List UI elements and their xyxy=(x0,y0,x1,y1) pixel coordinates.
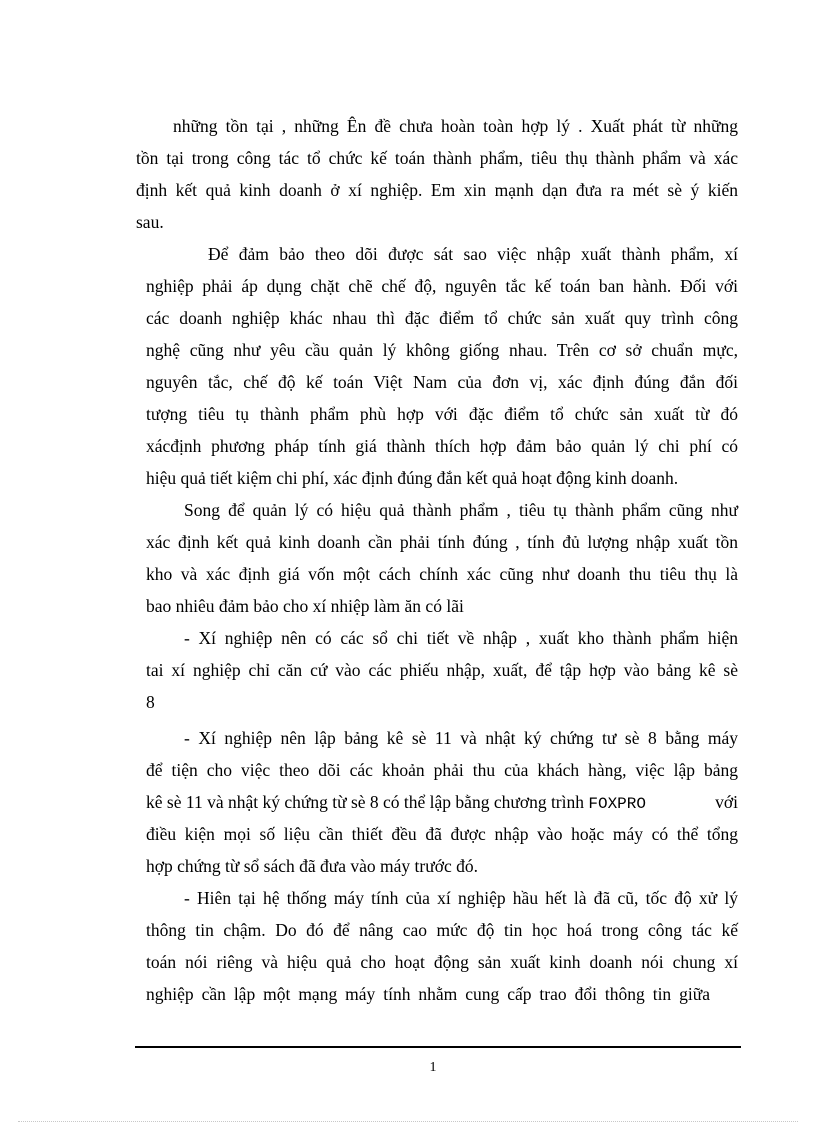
paragraph-line: xácđịnh phương pháp tính giá thành thích hợp đảm bảo quản lý chi phí có xyxy=(146,436,738,456)
paragraph-line: sau. xyxy=(136,212,164,232)
paragraph-line: Song để quản lý có hiệu quả thành phẩm , tiêu tụ thành phẩm cũng như xyxy=(184,500,738,520)
paragraph-line: xác định kết quả kinh doanh cần phải tính đúng , tính đủ lượng nhập xuất tồn xyxy=(146,532,738,552)
line-text: kê sè 11 và nhật ký chứng từ sè 8 có thể lập bằng chương trình xyxy=(146,792,584,812)
paragraph-line: điều kiện mọi số liệu cần thiết đều đã được nhập vào hoặc máy có thể tổng xyxy=(146,824,738,844)
program-name: FOXPRO xyxy=(588,795,646,813)
paragraph-line: 8 xyxy=(146,692,155,712)
paragraph-line: - Xí nghiệp nên có các sổ chi tiết về nhập , xuất kho thành phẩm hiện xyxy=(184,628,738,648)
paragraph-line: để tiện cho việc theo dõi các khoản phải thu của khách hàng, việc lập bảng xyxy=(146,760,738,780)
paragraph-line: định kết quả kinh doanh ở xí nghiệp. Em xin mạnh dạn đưa ra mét sè ý kiến xyxy=(136,180,738,200)
paragraph-line: tượng tiêu tụ thành phẩm phù hợp với đặc điểm tổ chức sản xuất từ đó xyxy=(146,404,738,424)
line-text: với xyxy=(715,792,738,812)
paragraph-line: những tồn tại , những Ên đề chưa hoàn toàn hợp lý . Xuất phát từ những xyxy=(173,116,738,136)
paragraph-line: tai xí nghiệp chỉ căn cứ vào các phiếu nhập, xuất, để tập hợp vào bảng kê sè xyxy=(146,660,738,680)
paragraph-line: bao nhiêu đảm bảo cho xí nhiệp làm ăn có lãi xyxy=(146,596,464,616)
paragraph-line: thông tin chậm. Do đó để nâng cao mức độ tin học hoá trong công tác kế xyxy=(146,920,738,940)
paragraph-line: - Xí nghiệp nên lập bảng kê sè 11 và nhật ký chứng tư sè 8 bằng máy xyxy=(184,728,738,748)
page-number: 1 xyxy=(429,1060,437,1075)
paragraph-line: toán nói riêng và hiệu quả cho hoạt động sản xuất kinh doanh nói chung xí xyxy=(146,952,738,972)
paragraph-line: nguyên tắc, chế độ kế toán Việt Nam của đơn vị, xác định đúng đắn đối xyxy=(146,372,738,392)
paragraph-line xyxy=(146,791,738,815)
paragraph-line: hợp chứng từ sổ sách đã đưa vào máy trước đó. xyxy=(146,856,478,876)
paragraph-line: tồn tại trong công tác tổ chức kế toán thành phẩm, tiêu thụ thành phẩm và xác xyxy=(136,148,738,168)
paragraph-line: hiệu quả tiết kiệm chi phí, xác định đúng đắn kết quả hoạt động kinh doanh. xyxy=(146,468,679,488)
paragraph-line: kho và xác định giá vốn một cách chính xác cũng như doanh thu tiêu thụ là xyxy=(146,564,738,584)
paragraph-line: - Hiên tại hệ thống máy tính của xí nghiệp hầu hết là đã cũ, tốc độ xử lý xyxy=(184,888,738,908)
paragraph-line: nghiệp phải áp dụng chặt chẽ chế độ, nguyên tắc kế toán ban hành. Đối với xyxy=(146,276,738,296)
footer-divider xyxy=(135,1046,741,1048)
page-bottom-border xyxy=(18,1121,798,1122)
paragraph-line: nghệ cũng như yêu cầu quản lý không giống nhau. Trên cơ sở chuẩn mực, xyxy=(146,340,738,360)
paragraph-line: các doanh nghiệp khác nhau thì đặc điểm tổ chức sản xuất quy trình công xyxy=(146,308,738,328)
paragraph-line: Để đảm bảo theo dõi được sát sao việc nhập xuất thành phẩm, xí xyxy=(208,244,738,264)
paragraph-line: nghiệp cần lập một mạng máy tính nhằm cung cấp trao đổi thông tin giữa xyxy=(146,984,710,1004)
